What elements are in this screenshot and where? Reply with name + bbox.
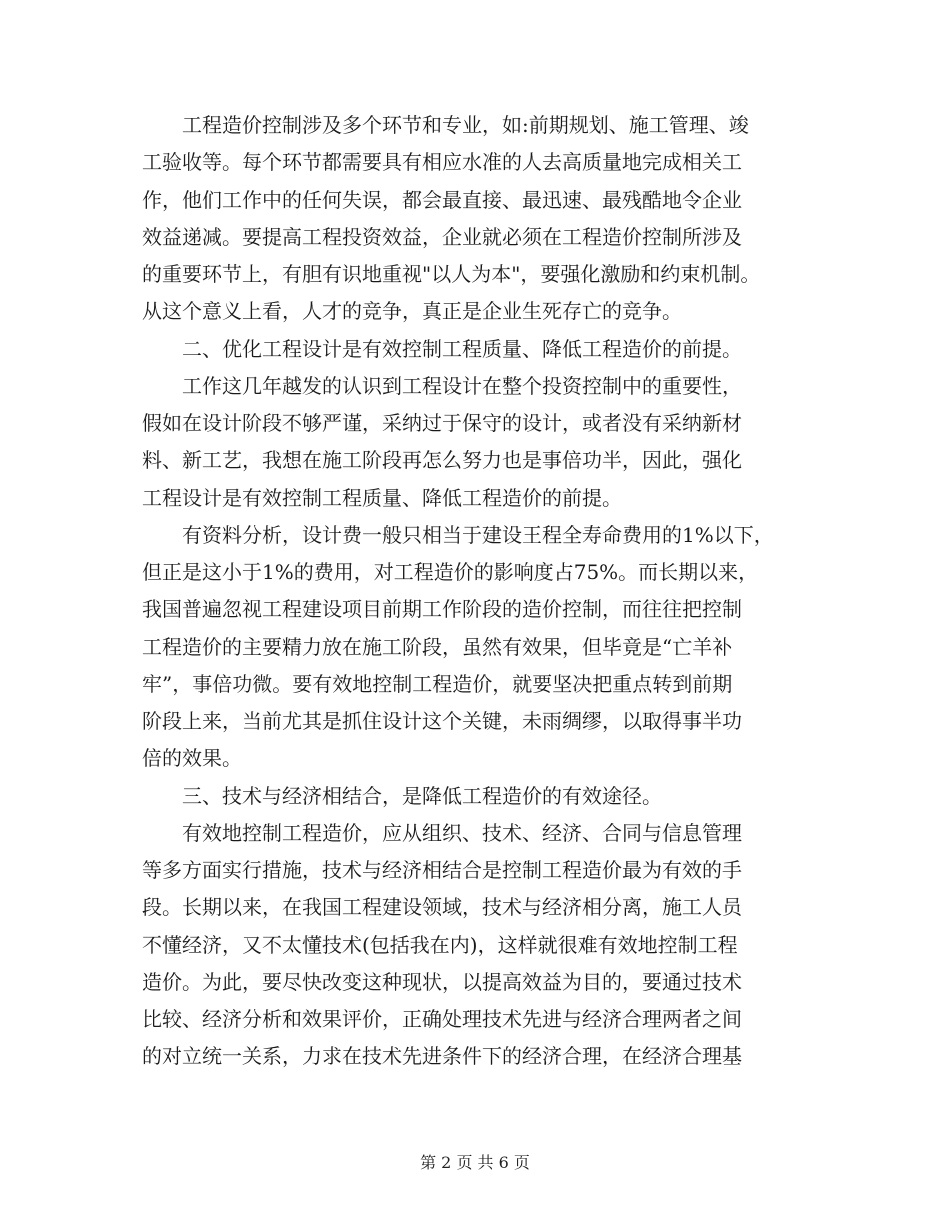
- text-line: 造价。为此，要尽快改变这种现状，以提高效益为目的，要通过技术: [142, 969, 742, 994]
- text-line: 有效地控制工程造价，应从组织、技术、经济、合同与信息管理: [142, 820, 742, 845]
- text-line: 等多方面实行措施，技术与经济相结合是控制工程造价最为有效的手: [142, 858, 742, 882]
- text-line: 作，他们工作中的任何失误，都会最直接、最迅速、最残酷地令企业: [142, 187, 742, 212]
- text-line: 从这个意义上看，人才的竞争，真正是企业生死存亡的竞争。: [142, 299, 682, 324]
- text-line: 的对立统一关系，力求在技术先进条件下的经济合理，在经济合理基: [142, 1044, 742, 1069]
- text-line: 料、新工艺，我想在施工阶段再怎么努力也是事倍功半，因此，强化: [142, 448, 742, 473]
- text-line: 不懂经济，又不太懂技术(包括我在内)，这样就很难有效地控制工程: [142, 932, 738, 957]
- text-line: 比较、经济分析和效果评价，正确处理技术先进与经济合理两者之间: [142, 1007, 742, 1031]
- text-line: 效益递减。要提高工程投资效益，企业就必须在工程造价控制所涉及: [142, 224, 742, 249]
- text-line: 工程造价控制涉及多个环节和专业，如:前期规划、施工管理、竣: [142, 113, 749, 137]
- text-line: 阶段上来，当前尤其是抓住设计这个关键，未雨绸缪，以取得事半功: [142, 709, 742, 733]
- page-number-footer: 第 2 页 共 6 页: [420, 1153, 530, 1172]
- text-line: 工程设计是有效控制工程质量、降低工程造价的前提。: [142, 485, 622, 510]
- text-line: 牢”，事倍功微。要有效地控制工程造价，就要坚决把重点转到前期: [142, 671, 733, 696]
- text-line: 工程造价的主要精力放在施工阶段，虽然有效果，但毕竟是“亡羊补: [142, 634, 733, 659]
- text-line: 倍的效果。: [142, 746, 242, 771]
- text-line: 我国普遍忽视工程建设项目前期工作阶段的造价控制，而往往把控制: [142, 597, 742, 622]
- text-line: 工验收等。每个环节都需要具有相应水准的人去高质量地完成相关工: [142, 150, 742, 175]
- text-line: 假如在设计阶段不够严谨，采纳过于保守的设计，或者没有采纳新材: [142, 411, 742, 435]
- text-line: 的重要环节上，有胆有识地重视"以人为本"，要强化激励和约束机制。: [142, 262, 761, 286]
- section-heading: 三、技术与经济相结合，是降低工程造价的有效途径。: [142, 783, 662, 808]
- text-line: 但正是这小于1%的费用，对工程造价的影响度占75%。而长期以来，: [142, 560, 759, 584]
- section-heading: 二、优化工程设计是有效控制工程质量、降低工程造价的前提。: [142, 336, 742, 361]
- text-line: 有资料分析，设计费一般只相当于建设王程全寿命费用的1%以下，: [142, 522, 774, 547]
- text-line: 工作这几年越发的认识到工程设计在整个投资控制中的重要性，: [142, 373, 742, 398]
- body-text: [142, 107, 810, 1076]
- text-line: 段。长期以来，在我国工程建设领域，技术与经济相分离，施工人员: [142, 895, 742, 920]
